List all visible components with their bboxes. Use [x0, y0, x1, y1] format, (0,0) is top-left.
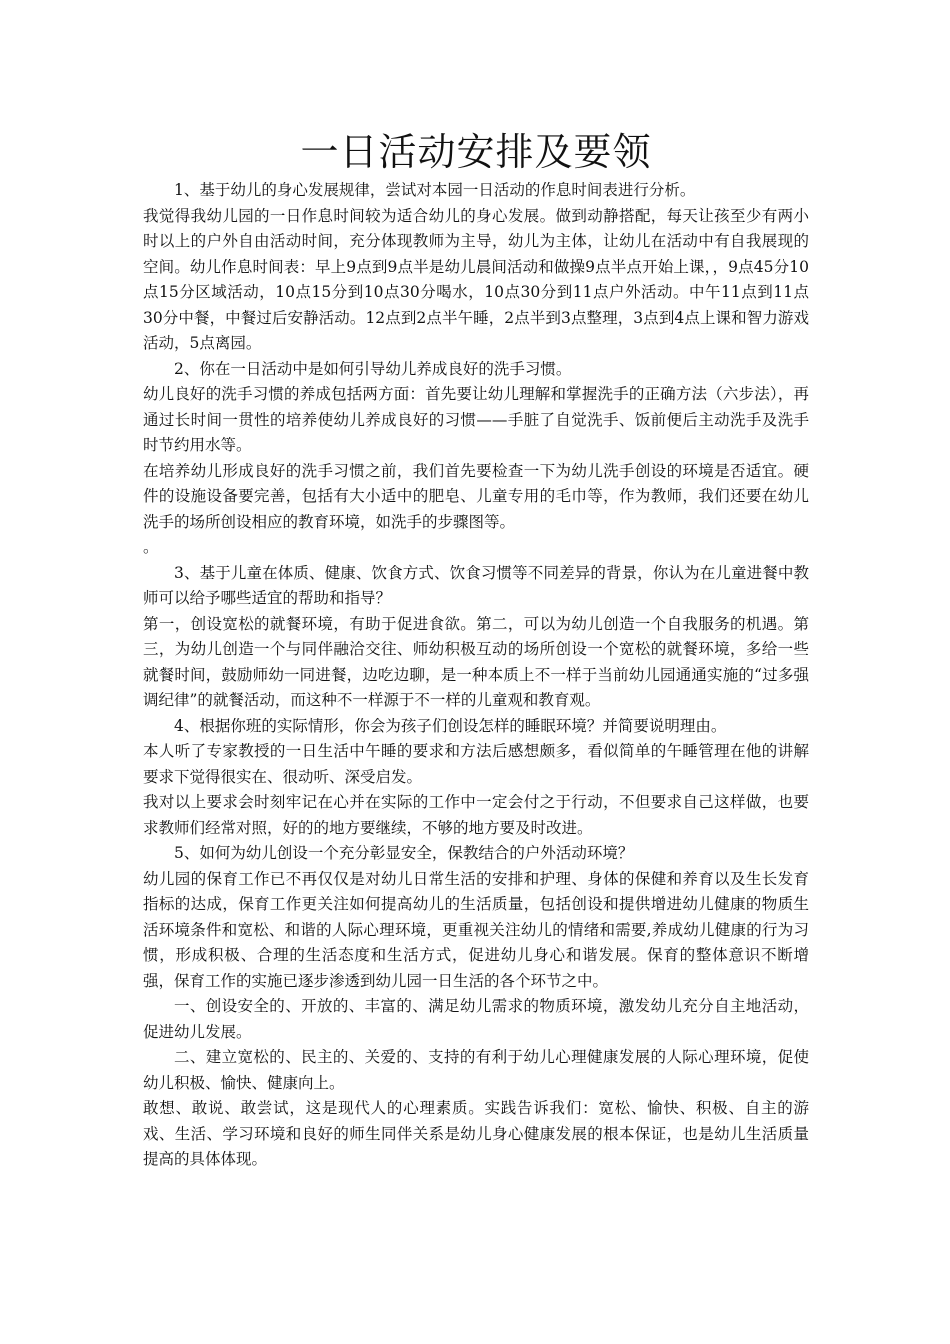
paragraph: 我觉得我幼儿园的一日作息时间较为适合幼儿的身心发展。做到动静搭配，每天让孩至少有两小时以上的户外自由活动时间，充分体现教师为主导，幼儿为主体，让幼儿在活动中有自我展现的空间。幼儿作息时间表：早上9点到9点半是幼儿晨间活动和做操9点半点开始上课，，9点45分10点15分区域活动，10点15分到10点30分喝水，10点30分到11点户外活动。中午11点到11点30分中餐，中餐过后安静活动。12点到2点半午睡，2点半到3点整理，3点到4点上课和智力游戏活动，5点离园。 — [143, 206, 809, 352]
paragraph: 第一，创设宽松的就餐环境，有助于促进食欲。第二，可以为幼儿创造一个自我服务的机遇。第三，为幼儿创造一个与同伴融洽交往、师幼积极互动的场所创设一个宽松的就餐环境，多给一些就餐时间，鼓励师幼一同进餐，边吃边聊，是一种本质上不一样于当前幼儿园通通实施的“过多强调纪律”的就餐活动，而这种不一样源于不一样的儿童观和教育观。 — [143, 614, 809, 709]
paragraph: 3、基于儿童在体质、健康、饮食方式、饮食习惯等不同差异的背景，你认为在儿童进餐中教师可以给予哪些适宜的帮助和指导？ — [143, 563, 809, 607]
document-body — [143, 128, 809, 1173]
page-title: 一日活动安排及要领 — [300, 130, 652, 174]
paragraph: 幼儿良好的洗手习惯的养成包括两方面：首先要让幼儿理解和掌握洗手的正确方法（六步法），再通过长时间一贯性的培养使幼儿养成良好的习惯——手脏了自觉洗手、饭前便后主动洗手及洗手时节约用水等。 — [143, 385, 809, 454]
paragraph: 1、基于幼儿的身心发展规律，尝试对本园一日活动的作息时间表进行分析。 — [174, 181, 696, 199]
paragraph: 我对以上要求会时刻牢记在心并在实际的工作中一定会付之于行动，不但要求自己这样做，也要求教师们经常对照，好的的地方要继续，不够的地方要及时改进。 — [143, 793, 809, 837]
paragraph: 2、你在一日活动中是如何引导幼儿养成良好的洗手习惯。 — [174, 359, 572, 378]
paragraph: 4、根据你班的实际情形，你会为孩子们创设怎样的睡眠环境？并简要说明理由。 — [174, 716, 727, 735]
paragraph: 一、创设安全的、开放的、丰富的、满足幼儿需求的物质环境，激发幼儿充分自主地活动，促进幼儿发展。 — [143, 997, 809, 1041]
paragraph: 在培养幼儿形成良好的洗手习惯之前，我们首先要检查一下为幼儿洗手创设的环境是否适宜。硬件的设施设备要完善，包括有大小适中的肥皂、儿童专用的毛巾等，作为教师，我们还要在幼儿洗手的场所创设相应的教育环境，如洗手的步骤图等。 — [143, 461, 809, 531]
paragraph: 。 — [143, 538, 159, 556]
paragraph: 二、建立宽松的、民主的、关爱的、支持的有利于幼儿心理健康发展的人际心理环境，促使幼儿积极、愉快、健康向上。 — [143, 1048, 809, 1092]
paragraph: 敢想、敢说、敢尝试，这是现代人的心理素质。实践告诉我们：宽松、愉快、积极、自主的游戏、生活、学习环境和良好的师生同伴关系是幼儿身心健康发展的根本保证，也是幼儿生活质量提高的具体体现。 — [143, 1099, 809, 1168]
paragraph: 幼儿园的保育工作已不再仅仅是对幼儿日常生活的安排和护理、身体的保健和养育以及生长发育指标的达成，保育工作更关注如何提高幼儿的生活质量，包括创设和提供增进幼儿健康的物质生活环境条件和宽松、和谐的人际心理环境，更重视关注幼儿的情绪和需要,养成幼儿健康的行为习惯，形成积极、合理的生活态度和生活方式，促进幼儿身心和谐发展。保育的整体意识不断增强，保育工作的实施已逐步渗透到幼儿园一日生活的各个环节之中。 — [143, 869, 809, 990]
paragraph-list — [143, 178, 809, 1173]
paragraph: 5、如何为幼儿创设一个充分彰显安全，保教结合的户外活动环境？ — [174, 844, 634, 862]
paragraph: 本人听了专家教授的一日生活中午睡的要求和方法后感想颇多，看似简单的午睡管理在他的讲解要求下觉得很实在、很动听、深受启发。 — [143, 742, 809, 786]
